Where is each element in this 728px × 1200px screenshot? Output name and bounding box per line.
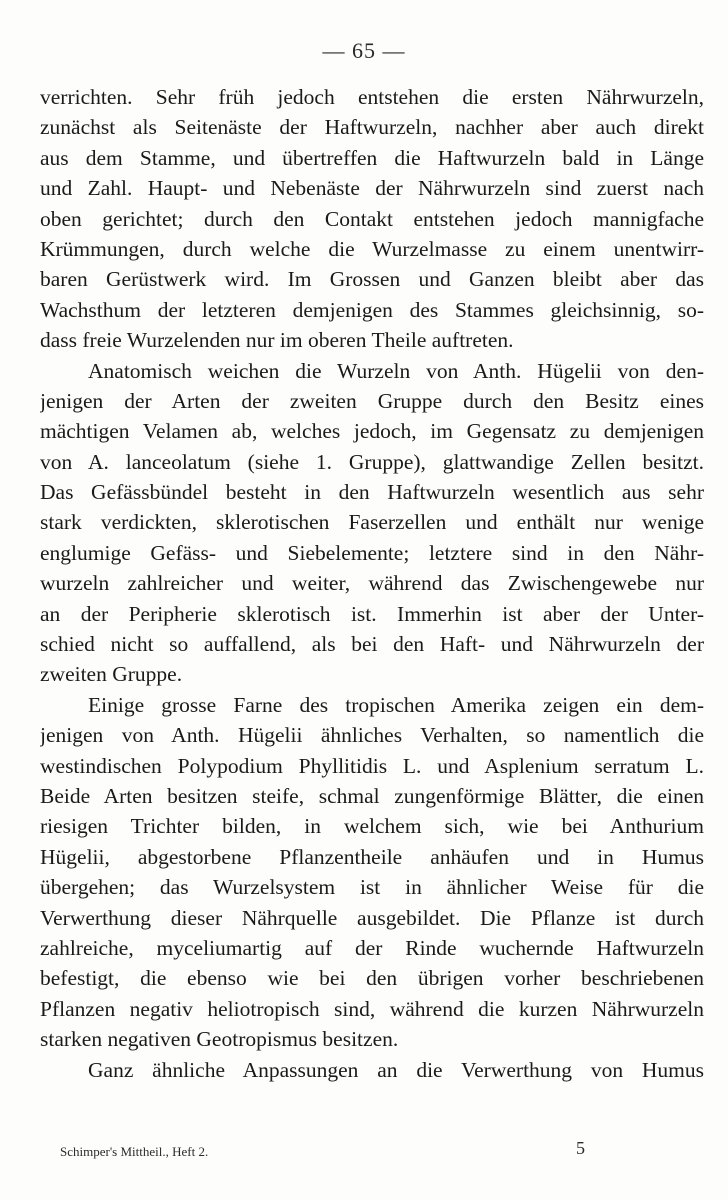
- text-line: verrichten. Sehr früh jedoch entstehen die ersten Nährwurzeln,: [40, 85, 704, 109]
- text-line: von A. lanceolatum (siehe 1. Gruppe), glattwandige Zellen besitzt.: [40, 449, 704, 474]
- body-text: [40, 82, 704, 1085]
- text-line: stark verdickten, sklerotischen Faserzellen und enthält nur wenige: [40, 510, 704, 535]
- page-number-header: — 65 —: [322, 38, 406, 63]
- text-line: schied nicht so auffallend, als bei den Haft- und Nährwurzeln der: [40, 632, 704, 657]
- text-line: Verwerthung dieser Nährquelle ausgebildet. Die Pflanze ist durch: [40, 905, 704, 930]
- text-line: westindischen Polypodium Phyllitidis L. und Asplenium serratum L.: [40, 753, 704, 778]
- text-line: Hügelii, abgestorbene Pflanzentheile anhäufen und in Humus: [40, 844, 704, 869]
- text-line: dass freie Wurzelenden nur im oberen Theile auftreten.: [40, 328, 514, 353]
- text-line: und Zahl. Haupt- und Nebenäste der Nährwurzeln sind zuerst nach: [40, 176, 704, 201]
- text-line: befestigt, die ebenso wie bei den übrigen vorher beschriebenen: [40, 966, 704, 991]
- text-line: aus dem Stamme, und übertreffen die Haftwurzeln bald in Länge: [40, 145, 704, 170]
- text-line: Krümmungen, durch welche die Wurzelmasse zu einem unentwirr-: [40, 236, 704, 261]
- text-line: Beide Arten besitzen steife, schmal zungenförmige Blätter, die einen: [40, 783, 704, 808]
- text-line: wurzeln zahlreicher und weiter, während das Zwischengewebe nur: [40, 571, 704, 596]
- text-line: Wachsthum der letzteren demjenigen des Stammes gleichsinnig, so-: [40, 297, 704, 322]
- text-line: zahlreiche, myceliumartig auf der Rinde wuchernde Haftwurzeln: [40, 935, 704, 960]
- text-line: starken negativen Geotropismus besitzen.: [40, 1027, 399, 1052]
- text-line: zweiten Gruppe.: [40, 662, 183, 687]
- text-line: zunächst als Seitenäste der Haftwurzeln, nachher aber auch direkt: [40, 115, 704, 140]
- text-line: Einige grosse Farne des tropischen Amerika zeigen ein dem-: [88, 692, 704, 717]
- footer-signature-mark: 5: [576, 1138, 585, 1158]
- text-line: baren Gerüstwerk wird. Im Grossen und Ganzen bleibt aber das: [40, 267, 704, 292]
- footer-source: Schimper's Mittheil., Heft 2.: [60, 1144, 209, 1159]
- text-line: jenigen von Anth. Hügelii ähnliches Verhalten, so namentlich die: [40, 723, 704, 748]
- text-line: jenigen der Arten der zweiten Gruppe durch den Besitz eines: [40, 388, 704, 413]
- text-line: Ganz ähnliche Anpassungen an die Verwerthung von Humus: [88, 1057, 704, 1082]
- text-line: mächtigen Velamen ab, welches jedoch, im Gegensatz zu demjenigen: [40, 419, 704, 444]
- text-line: oben gerichtet; durch den Contakt entstehen jedoch mannigfache: [40, 206, 704, 231]
- text-line: übergehen; das Wurzelsystem ist in ähnlicher Weise für die: [40, 875, 704, 900]
- text-line: englumige Gefäss- und Siebelemente; letztere sind in den Nähr-: [40, 540, 704, 565]
- text-line: riesigen Trichter bilden, in welchem sich, wie bei Anthurium: [40, 814, 704, 839]
- text-line: Das Gefässbündel besteht in den Haftwurzeln wesentlich aus sehr: [40, 480, 704, 505]
- text-line: Pflanzen negativ heliotropisch sind, während die kurzen Nährwurzeln: [40, 996, 704, 1021]
- text-line: an der Peripherie sklerotisch ist. Immerhin ist aber der Unter-: [40, 601, 704, 626]
- text-line: Anatomisch weichen die Wurzeln von Anth. Hügelii von den-: [88, 358, 704, 383]
